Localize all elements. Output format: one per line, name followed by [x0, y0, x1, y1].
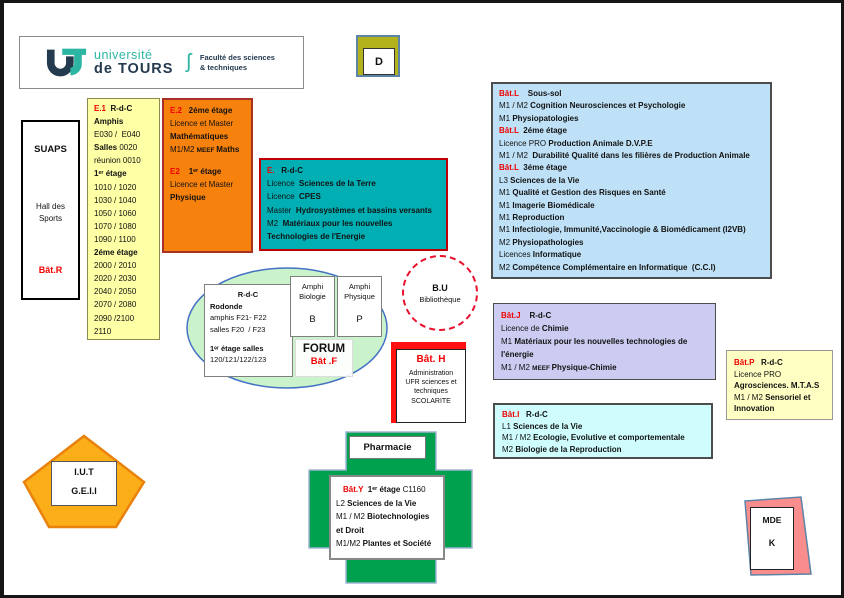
text-segment: Physique: [170, 193, 206, 202]
text-line: [170, 130, 251, 143]
amphi-biologie-letter: B: [309, 314, 316, 326]
text-segment: réunion 0010: [94, 156, 141, 166]
forum-label: [295, 339, 353, 377]
mde-title: MDE: [762, 515, 782, 525]
building-y-card: [329, 475, 445, 560]
text-segment: L2: [336, 498, 348, 508]
mde-k-label: K: [768, 538, 776, 548]
text-line: [499, 88, 770, 100]
bu-title: B.U: [432, 282, 448, 293]
text-segment: M1: [501, 337, 515, 346]
text-segment: 1090 / 1100: [94, 234, 136, 244]
text-segment: 1ᵉʳ étage: [179, 167, 222, 176]
text-segment: M1 / M2: [501, 363, 533, 372]
faculty-line2: & techniques: [199, 62, 247, 72]
amphi-physique-line2: Physique: [344, 292, 375, 302]
text-segment: SCOLARITE: [411, 397, 451, 405]
text-segment: Licences: [499, 250, 533, 260]
faculty-line1: Faculté des sciences: [199, 52, 275, 62]
building-e1-card: [87, 98, 160, 340]
text-line: [499, 200, 770, 212]
text-segment: techniques: [414, 388, 448, 396]
text-segment: M1/M2: [336, 539, 363, 548]
text-segment: 1ᵉʳ étage salles: [210, 343, 264, 353]
text-line: [397, 369, 465, 378]
text-segment: 2éme étage: [518, 126, 567, 136]
university-logo-card: [19, 36, 304, 89]
text-line: [94, 128, 159, 141]
text-segment: L1: [502, 421, 514, 431]
text-line: [94, 102, 159, 115]
text-line: [210, 312, 292, 324]
building-d: [356, 35, 400, 77]
text-line: [336, 537, 443, 551]
logo-universite: université: [94, 47, 153, 62]
text-line: [336, 483, 443, 497]
text-segment: Physiopathologies: [512, 237, 584, 247]
text-line: [336, 510, 443, 524]
forum-bat-label: Bât .F: [310, 356, 338, 367]
text-segment: Bât.L: [499, 126, 519, 136]
text-segment: M2: [267, 218, 283, 228]
text-segment: 2éme étage: [182, 106, 233, 115]
library-bu: [402, 255, 478, 331]
amphi-biologie-title: [291, 282, 334, 302]
text-line: [267, 217, 446, 230]
text-segment: R-d-C: [274, 166, 303, 175]
text-segment: M1 / M2: [734, 392, 766, 402]
text-line: [94, 272, 159, 285]
text-line: [94, 167, 159, 180]
text-segment: Technologies de l'Energie: [267, 232, 366, 242]
text-segment: Production Animale D.V.P.E: [548, 138, 653, 148]
text-line: [210, 289, 292, 301]
text-segment: Bât.I: [502, 410, 520, 419]
text-line: [267, 164, 446, 177]
text-line: [501, 335, 715, 348]
text-segment: Plantes et Société: [362, 539, 432, 548]
text-segment: M1: [499, 188, 513, 198]
text-line: [734, 357, 832, 369]
text-segment: amphis F21- F22: [210, 313, 267, 322]
text-segment: 2110: [94, 326, 112, 336]
text-segment: E.2: [170, 106, 183, 115]
text-line: [94, 220, 159, 233]
text-segment: M1/M2: [170, 145, 197, 154]
building-d-label: D: [363, 48, 395, 75]
text-line: [170, 143, 251, 157]
text-segment: 1050 / 1060: [94, 208, 137, 218]
text-segment: Salles: [94, 143, 120, 153]
text-segment: Licence et Master: [170, 180, 234, 189]
text-segment: 1ᵉʳ étage: [365, 485, 403, 494]
text-segment: Sous-sol: [518, 89, 562, 98]
text-segment: E030 / E040: [94, 130, 141, 140]
text-segment: 1ᵉʳ étage: [94, 169, 127, 179]
text-segment: Sciences de la Terre: [299, 179, 376, 189]
text-segment: Sciences de la Vie: [513, 421, 583, 431]
text-segment: MEEF: [532, 365, 552, 372]
text-segment: Durabilité Qualité dans les filières de Production Animale: [532, 151, 750, 161]
amphi-physique-title: [338, 282, 381, 302]
text-segment: E2: [170, 167, 180, 176]
text-line: [336, 524, 443, 538]
text-segment: R-d-C: [520, 311, 552, 320]
text-segment: M1 / M2: [336, 512, 368, 521]
text-line: [94, 154, 159, 167]
text-segment: Bât.J: [501, 311, 521, 320]
text-segment: Matériaux pour les nouvelles: [282, 218, 393, 228]
text-segment: R-d-C: [237, 290, 259, 299]
text-segment: R-d-C: [519, 410, 548, 419]
text-segment: Physique-Chimie: [551, 363, 617, 372]
text-segment: Licence et Master: [170, 119, 234, 128]
faculty-name: [200, 53, 275, 73]
text-segment: R-d-C: [754, 358, 783, 367]
text-line: [210, 343, 292, 355]
building-suaps: [21, 120, 80, 300]
text-line: [94, 325, 159, 338]
text-segment: UFR sciences et: [405, 378, 457, 386]
text-segment: 0020: [119, 143, 138, 153]
text-segment: Sciences de la Vie: [510, 175, 580, 185]
text-segment: 2090 /2100: [94, 313, 135, 323]
text-line: [94, 207, 159, 220]
text-segment: M1 / M2: [499, 151, 533, 161]
text-segment: Master: [267, 205, 296, 215]
logo-separator-icon: ʃ: [186, 51, 191, 73]
text-segment: M1: [499, 213, 513, 223]
text-line: [170, 157, 251, 165]
text-line: [499, 187, 770, 199]
suaps-bat-label: Bât.R: [38, 265, 63, 275]
suaps-hall: [23, 201, 78, 225]
text-segment: Hydrosystèmes et bassins versants: [295, 205, 432, 215]
text-line: [501, 361, 715, 375]
text-segment: 3éme étage: [518, 163, 567, 173]
text-line: [267, 190, 446, 203]
text-segment: Sensoriel et: [765, 392, 811, 402]
text-line: [501, 309, 715, 322]
text-segment: Ecologie, Evolutive et comportementale: [533, 433, 685, 442]
text-line: [499, 162, 770, 174]
text-segment: M1 / M2: [499, 101, 531, 111]
text-line: [170, 178, 251, 191]
text-line: [94, 259, 159, 272]
text-segment: 2040 / 2050: [94, 287, 137, 297]
amphi-biologie-line1: Amphi: [301, 282, 324, 291]
text-line: [397, 397, 465, 406]
text-segment: Innovation: [734, 404, 775, 413]
text-line: [94, 285, 159, 298]
text-segment: M2: [499, 262, 513, 272]
text-line: [734, 380, 832, 392]
text-segment: M1: [499, 225, 513, 235]
building-l-card: [491, 82, 772, 279]
text-line: [94, 141, 159, 154]
text-segment: 120/121/122/123: [210, 355, 267, 364]
text-segment: 2020 / 2030: [94, 274, 137, 284]
text-segment: Licence: [267, 179, 300, 189]
text-line: [267, 177, 446, 190]
text-segment: Bât.L: [499, 163, 519, 173]
rodonde-card: [204, 284, 293, 377]
text-segment: Amphis: [94, 117, 124, 127]
amphi-biologie-line2: Biologie: [299, 292, 326, 302]
text-line: [210, 335, 292, 343]
text-line: [94, 181, 159, 194]
text-line: [502, 432, 711, 444]
text-segment: salles F20 / F23: [210, 324, 266, 334]
text-line: [499, 138, 770, 150]
text-line: [501, 322, 715, 335]
building-h-card: [396, 349, 466, 423]
text-line: [170, 104, 251, 117]
text-segment: et Droit: [336, 525, 364, 535]
text-line: [94, 298, 159, 311]
text-line: [267, 204, 446, 217]
amphi-physique-letter: P: [356, 314, 363, 326]
text-segment: M1: [499, 200, 513, 210]
text-segment: Agrosciences. M.T.A.S: [734, 381, 820, 390]
text-segment: 2éme étage: [94, 248, 138, 258]
text-segment: 1010 / 1020: [94, 182, 137, 192]
text-segment: E.1: [94, 104, 107, 113]
building-e2-card: [162, 98, 253, 253]
suaps-hall-line2: Sports: [38, 214, 63, 223]
text-segment: Compétence Complémentaire en Informatique (C.C.I): [512, 262, 716, 272]
text-segment: M2: [502, 444, 516, 454]
text-line: [499, 249, 770, 261]
logo-de-tours: de TOURS: [94, 61, 174, 77]
amphi-physique: [337, 276, 382, 337]
text-line: [94, 312, 159, 325]
amphi-biologie: [290, 276, 335, 337]
text-line: [267, 230, 446, 243]
text-segment: Mathématiques: [170, 132, 229, 141]
text-segment: M1 / M2: [502, 433, 534, 442]
building-e-card: [259, 158, 448, 251]
text-line: [499, 262, 770, 274]
text-segment: Bât.L: [499, 89, 519, 98]
text-segment: Licence de: [501, 324, 542, 333]
text-segment: Imagerie Biomédicale: [512, 200, 595, 210]
text-segment: Biologie de la Reproduction: [515, 444, 622, 454]
text-segment: R-d-C: [106, 104, 133, 113]
forum-title: FORUM: [302, 343, 346, 355]
text-segment: L3: [499, 175, 511, 185]
text-line: [499, 224, 770, 236]
text-line: [499, 212, 770, 224]
text-segment: M2: [499, 237, 513, 247]
text-segment: Bât. H: [416, 354, 446, 365]
text-line: [397, 378, 465, 387]
building-p-card: [726, 350, 833, 420]
text-segment: Chimie: [541, 324, 569, 333]
text-segment: Bât.P: [734, 358, 755, 367]
text-line: [210, 354, 292, 366]
text-segment: 2070 / 2080: [94, 300, 137, 310]
text-line: [94, 115, 159, 128]
text-line: [734, 392, 832, 404]
building-i-card: [493, 403, 713, 459]
text-line: [499, 125, 770, 137]
text-line: [94, 246, 159, 259]
text-line: [94, 233, 159, 246]
building-j-card: [493, 303, 716, 380]
text-line: [336, 497, 443, 511]
text-line: [499, 175, 770, 187]
pharmacy-label: Pharmacie: [349, 436, 426, 459]
logo-wordmark: [94, 49, 173, 77]
text-line: [499, 150, 770, 162]
iut-geii-card: [51, 461, 117, 506]
text-segment: Qualité et Gestion des Risques en Santé: [512, 188, 666, 198]
text-segment: 2000 / 2010: [94, 261, 137, 271]
bu-subtitle: Bibliothèque: [419, 294, 461, 304]
text-segment: Rodonde: [210, 301, 243, 311]
text-segment: 1030 / 1040: [94, 195, 137, 205]
text-line: [499, 113, 770, 125]
text-segment: Physiopatologies: [512, 113, 579, 123]
text-segment: Licence PRO: [734, 369, 782, 379]
text-line: [397, 353, 465, 367]
text-segment: Infectiologie, Immunité,Vaccinologie & Biomédicament (I2VB): [512, 225, 746, 235]
text-line: [210, 301, 292, 313]
text-segment: Licence PRO: [499, 138, 549, 148]
text-line: [501, 348, 715, 361]
text-segment: l'énergie: [501, 350, 534, 359]
text-line: [499, 100, 770, 112]
text-line: [94, 194, 159, 207]
text-segment: Bât.Y: [343, 485, 366, 494]
text-line: [170, 117, 251, 130]
text-segment: MEEF: [196, 147, 217, 154]
text-segment: Biotechnologies: [367, 512, 430, 521]
text-segment: Maths: [216, 145, 240, 154]
text-line: [734, 403, 832, 415]
iut-title: I.U.T: [74, 467, 94, 477]
iut-geii-label: G.E.I.I: [71, 486, 97, 496]
text-segment: E.: [267, 166, 275, 175]
text-segment: Reproduction: [512, 213, 565, 223]
text-line: [170, 165, 251, 178]
suaps-hall-line1: Hall des: [36, 202, 65, 211]
text-line: [170, 191, 251, 204]
text-line: [502, 444, 711, 456]
text-line: [502, 421, 711, 433]
text-segment: Sciences de la Vie: [347, 498, 417, 508]
text-segment: M1: [499, 113, 513, 123]
text-segment: Cognition Neurosciences et Psychologie: [530, 101, 686, 111]
mde-card: [750, 507, 794, 570]
text-segment: C1160: [402, 485, 426, 494]
ut-logo-icon: [46, 46, 88, 80]
text-segment: CPES: [299, 192, 321, 202]
text-segment: Licence: [267, 192, 300, 202]
text-segment: Informatique: [532, 250, 582, 260]
text-line: [502, 409, 711, 421]
text-line: [397, 387, 465, 396]
text-line: [499, 237, 770, 249]
text-line: [210, 324, 292, 336]
suaps-title: SUAPS: [34, 144, 67, 155]
text-segment: Matériaux pour les nouvelles technologies de: [514, 337, 688, 346]
amphi-physique-line1: Amphi: [348, 282, 371, 291]
text-line: [734, 369, 832, 381]
text-segment: 1070 / 1080: [94, 221, 137, 231]
text-segment: Administration: [408, 369, 454, 377]
